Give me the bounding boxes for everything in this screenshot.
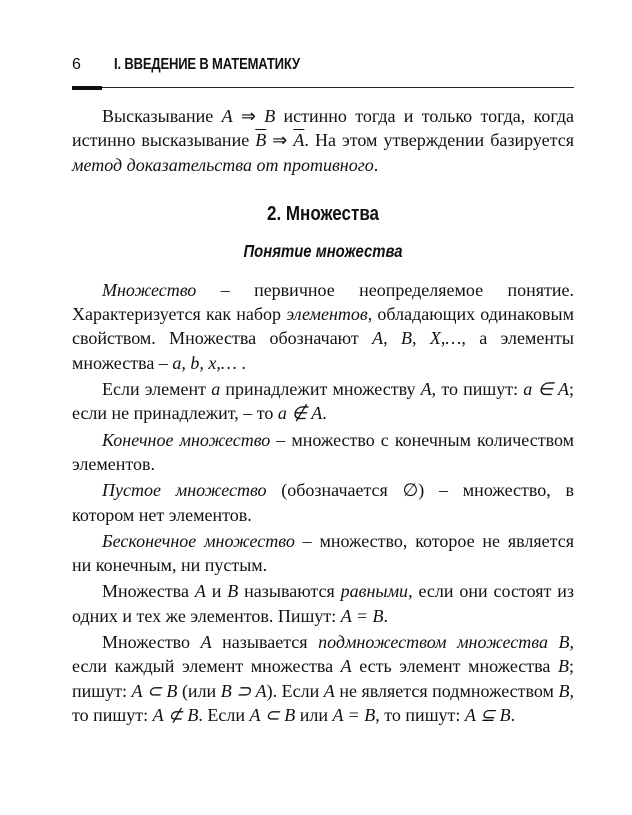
header-rule [72, 87, 574, 88]
negated-b: $\overline{B}$ [255, 130, 267, 151]
section-title: 2. Множества [266, 202, 380, 225]
header-rule-accent [72, 86, 102, 90]
running-title: I. ВВЕДЕНИЕ В МАТЕМАТИКУ [114, 56, 300, 73]
subsection-title: Понятие множества [243, 240, 403, 261]
paragraph-finite-set: Конечное множество – множество с конечным количеством элементов. [72, 429, 574, 474]
negated-a: $\overline{A}$ [293, 130, 305, 151]
running-header [72, 56, 574, 80]
term-finite-set: Конечное множество [102, 429, 271, 450]
paragraph-membership: Если элемент a принадлежит множеству A, то пишут: a ∈ A; если не принадлежит, – то a ∉ A. [72, 379, 575, 424]
page-number: 6 [72, 56, 81, 73]
term-subset: подмножеством множества B [318, 632, 570, 653]
term-infinite-set: Бесконечное множество [102, 530, 295, 551]
proof-by-contradiction-term: метод доказательства от противного [72, 154, 374, 175]
paragraph-infinite-set: Бесконечное множество – множество, которое не является ни конечным, ни пустым. [72, 530, 574, 576]
paragraph-equal-sets: Множества A и B называются равными, если они состоят из одних и тех же элементов. Пишут: A = B. [72, 581, 574, 626]
paragraph-subset: Множество A называется подмножеством множества B, если каждый элемент множества A есть элемент множества B; пишут: A ⊂ B (или B ⊃ A). Если A не является подмножеством B, то пишут: A ⊄ B. Если A ⊂ B или A = B, то пишут: A ⊆ B. [72, 632, 574, 725]
term-equal: равными [340, 581, 409, 602]
empty-set-symbol: ∅ [402, 480, 419, 501]
paragraph-contraposition: Высказывание A ⇒ B истинно тогда и только тогда, когда истинно высказывание $\overline{B}$ ⇒ $\overline{A}$. На этом утверждении базируется метод доказательства от противного. [72, 106, 574, 175]
term-set: Множество [102, 279, 197, 300]
page-body [72, 104, 574, 727]
paragraph-empty-set: Пустое множество (обозначается ∅) – множество, в котором нет элементов. [72, 480, 574, 525]
term-empty-set: Пустое множество [102, 480, 267, 501]
paragraph-set-definition: Множество – первичное неопределяемое понятие. Характеризуется как набор элементов, обладающих одинаковым свойством. Множества обозначают A, B, X,…, а элементы множества – a, b, x,… . [72, 279, 574, 373]
